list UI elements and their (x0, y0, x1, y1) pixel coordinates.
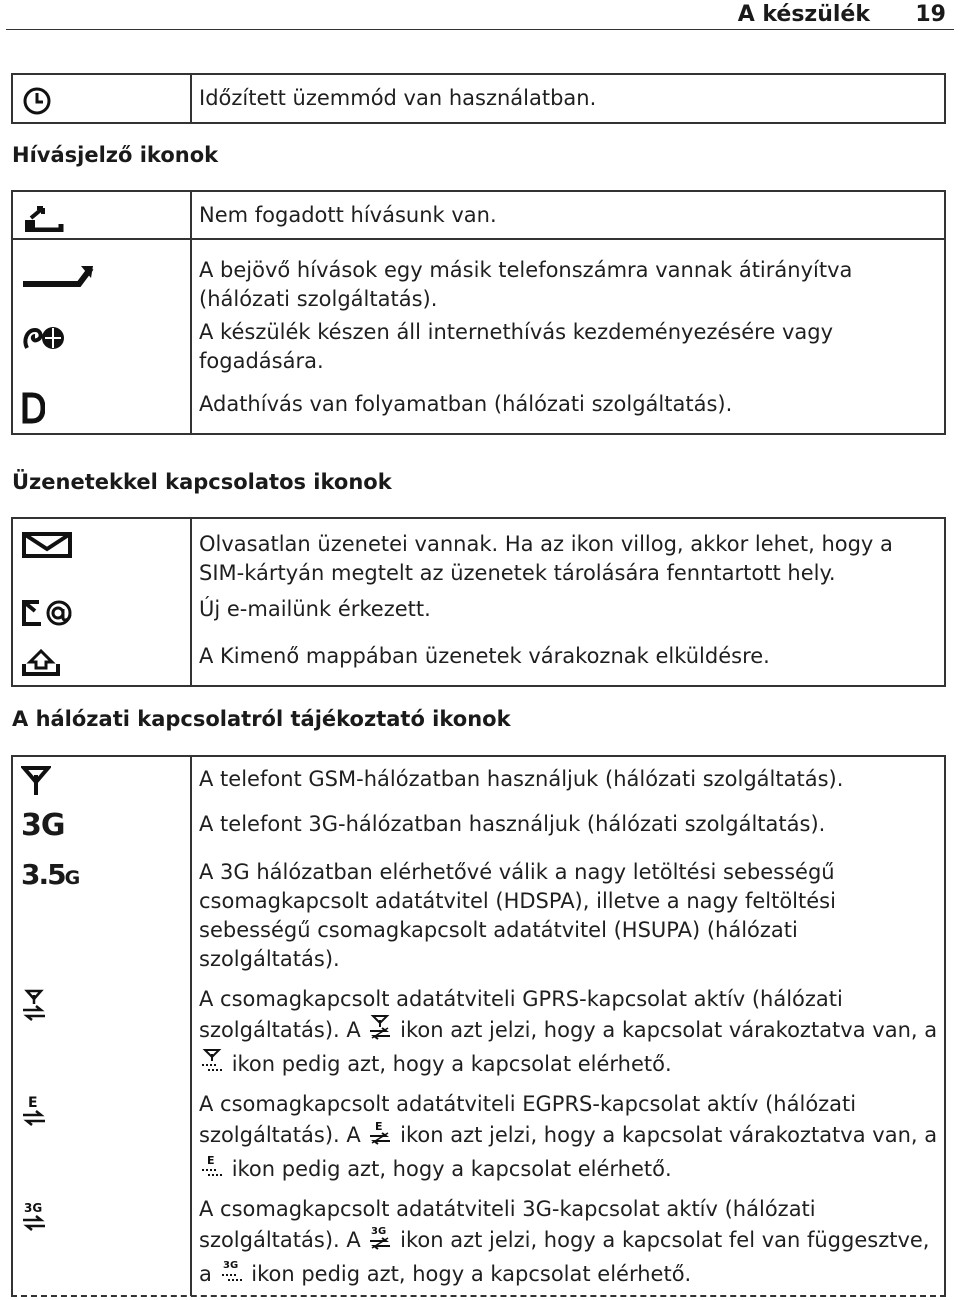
egprs-label: E (28, 1095, 38, 1111)
page-header (0, 0, 960, 30)
3g-packet-text-3: ikon pedig azt, hogy a kapcsolat elérhető. (251, 1262, 692, 1286)
network-icons-table (11, 755, 946, 1296)
row-text: A 3G hálózatban elérhetővé válik a nagy letöltési sebességű csomagkapcsolt adatátvitel (HDSPA), illetve a nagy feltöltési sebességű csomagkapcsolt adatátvitel (HSUPA) (hálózati szolgáltatás). (191, 852, 945, 978)
3g-packet-suspended-icon (368, 1224, 392, 1258)
section-title-call-icons: Hívásjelző ikonok (12, 143, 219, 167)
egprs-suspended-icon (368, 1119, 392, 1153)
row-text: Időzített üzemmód van használatban. (191, 74, 945, 123)
envelope-icon (21, 531, 73, 559)
gprs-available-icon (200, 1048, 224, 1082)
3g-packet-available-icon (220, 1258, 244, 1292)
row-text: A készülék készen áll internethívás kezdeményezésére vagy fogadására. (191, 314, 945, 386)
row-text: Új e-mailünk érkezett. (191, 590, 945, 638)
row-text: Olvasatlan üzenetei vannak. Ha az ikon villog, akkor lehet, hogy a SIM-kártyán megtelt az üzenetek tárolására fenntartott hely. (191, 518, 945, 590)
3g-packet-text-1: A csomagkapcsolt adatátviteli 3G-kapcsolat aktív (hálózati szolgáltatás). A (199, 1197, 816, 1252)
egprs-available-label: E (207, 1154, 215, 1167)
clock-icon (21, 85, 53, 117)
row-text (191, 1188, 945, 1296)
timed-profile-table (11, 73, 946, 124)
row-text: A bejövő hívások egy másik telefonszámra vannak átirányítva (hálózati szolgáltatás). (191, 239, 945, 314)
header-rule (6, 29, 954, 30)
gprs-text-1: A csomagkapcsolt adatátviteli GPRS-kapcsolat aktív (hálózati szolgáltatás). A (199, 987, 843, 1042)
icon-cell (12, 74, 191, 123)
egprs-text-3: ikon pedig azt, hogy a kapcsolat elérhető. (231, 1157, 672, 1181)
call-divert-icon (21, 262, 95, 292)
row-text (191, 978, 945, 1083)
section-title-message-icons: Üzenetekkel kapcsolatos ikonok (12, 470, 392, 494)
3g-packet-label: 3G (24, 1201, 43, 1215)
section-title-network-icons: A hálózati kapcsolatról tájékoztató ikonok (12, 707, 511, 731)
gprs-text-2: ikon azt jelzi, hogy a kapcsolat várakoztatva van, a (400, 1018, 938, 1042)
message-icons-table (11, 517, 946, 687)
chapter-title: A készülék (737, 2, 870, 27)
missed-call-icon (21, 202, 67, 232)
row-text: Nem fogadott hívásunk van. (191, 191, 945, 239)
row-text: Adathívás van folyamatban (hálózati szolgáltatás). (191, 386, 945, 434)
gprs-suspended-icon (368, 1014, 392, 1048)
3-5g-label-sub: G (64, 867, 79, 889)
outbox-icon (21, 648, 61, 678)
call-icons-table (11, 190, 946, 435)
data-call-icon (21, 392, 45, 424)
gprs-icon (21, 988, 47, 1022)
3g-packet-icon (21, 1198, 49, 1232)
egprs-icon (21, 1093, 47, 1127)
egprs-available-icon (200, 1153, 224, 1187)
egprs-text-1: A csomagkapcsolt adatátviteli EGPRS-kapcsolat aktív (hálózati szolgáltatás). A (199, 1092, 857, 1147)
email-icon (21, 598, 77, 628)
3-5g-icon (21, 858, 78, 891)
internet-call-icon (21, 322, 67, 356)
egprs-suspended-label: E (375, 1120, 383, 1133)
gsm-antenna-icon (21, 765, 51, 797)
row-text: A Kimenő mappában üzenetek várakoznak elküldésre. (191, 638, 945, 686)
row-text (191, 1083, 945, 1188)
3-5g-label-main: 3.5 (21, 858, 65, 891)
3g-packet-available-label: 3G (222, 1260, 238, 1271)
row-text: A telefont 3G-hálózatban használjuk (hálózati szolgáltatás). (191, 804, 945, 852)
egprs-text-2: ikon azt jelzi, hogy a kapcsolat várakoztatva van, a (400, 1123, 938, 1147)
3g-packet-suspended-label: 3G (371, 1226, 387, 1237)
gprs-text-3: ikon pedig azt, hogy a kapcsolat elérhető. (231, 1052, 672, 1076)
page-number: 19 (915, 2, 946, 27)
3g-icon: 3G (21, 808, 65, 843)
row-text: A telefont GSM-hálózatban használjuk (hálózati szolgáltatás). (191, 756, 945, 804)
3g-packet-text-2: ikon azt jelzi, hogy a kapcsolat fel van függesztve, a (199, 1228, 930, 1286)
page-cut-line (11, 1295, 946, 1297)
